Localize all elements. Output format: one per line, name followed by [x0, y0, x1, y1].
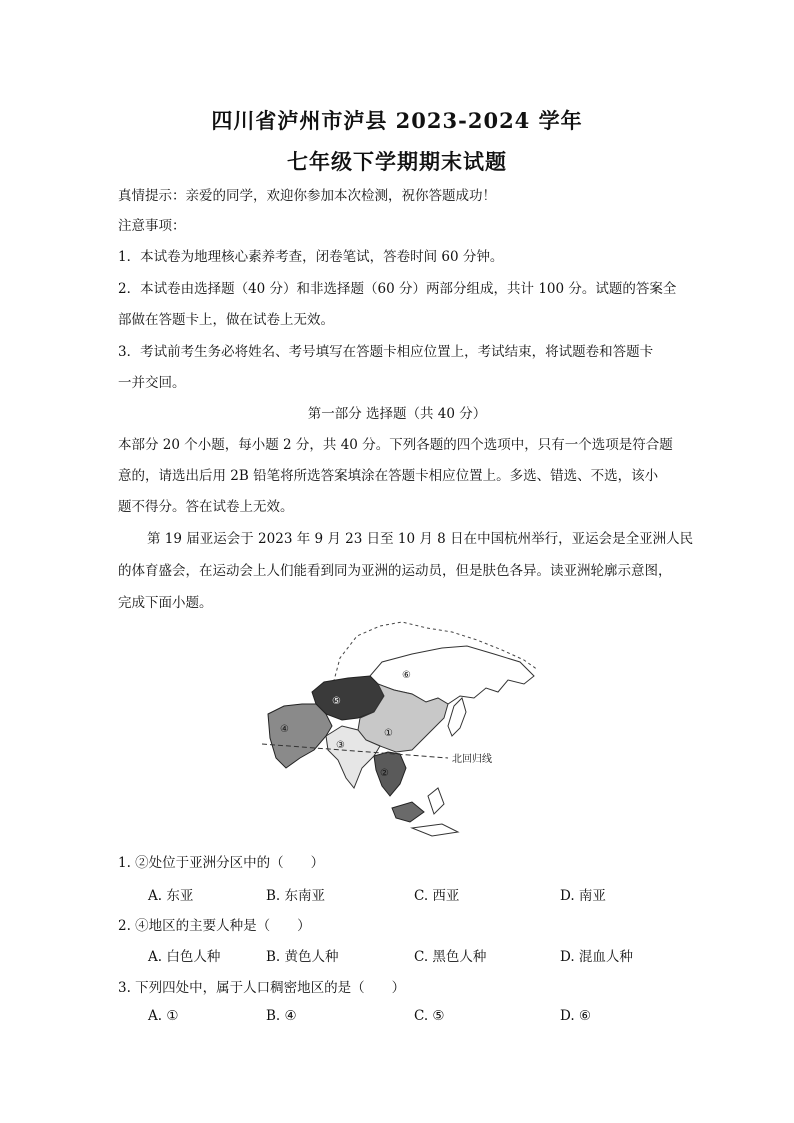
region-label-2: ② — [380, 768, 389, 779]
question-2-stem: 2. ④地区的主要人种是（ ） — [118, 918, 311, 934]
passage-line-1: 第 19 届亚运会于 2023 年 9 月 23 日至 10 月 8 日在中国杭州举行，亚运会是全亚洲人民 — [147, 531, 694, 547]
region-two-shape — [374, 752, 406, 796]
question-2-option-c[interactable]: C. 黑色人种 — [414, 949, 487, 965]
question-1-option-c[interactable]: C. 西亚 — [414, 888, 460, 904]
region-label-4: ④ — [280, 724, 289, 735]
question-1-option-d[interactable]: D. 南亚 — [560, 888, 606, 904]
japan-shape — [448, 698, 466, 736]
asia-outline-map — [262, 618, 544, 840]
note-1: 1．本试卷为地理核心素养考查，闭卷笔试，答卷时间 60 分钟。 — [118, 249, 504, 265]
note-3b: 一并交回。 — [118, 375, 186, 391]
question-3-option-b[interactable]: B. ④ — [266, 1008, 297, 1024]
island-shape — [412, 824, 458, 836]
greeting-text: 真情提示：亲爱的同学，欢迎你参加本次检测，祝你答题成功！ — [118, 188, 496, 204]
notes-heading: 注意事项： — [118, 218, 186, 234]
passage-line-3: 完成下面小题。 — [118, 595, 213, 611]
region-label-1: ① — [384, 728, 393, 739]
passage-line-2: 的体育盛会，在运动会上人们能看到同为亚洲的运动员，但是肤色各异。读亚洲轮廓示意图， — [118, 563, 672, 579]
region-label-3: ③ — [336, 740, 345, 751]
question-3-option-c[interactable]: C. ⑤ — [414, 1008, 445, 1024]
island-shape — [392, 802, 424, 822]
island-shape — [428, 788, 444, 814]
part1-heading: 第一部分 选择题（共 40 分） — [307, 406, 487, 422]
exam-title-line2: 七年级下学期期末试题 — [287, 149, 507, 174]
note-2a: 2．本试卷由选择题（40 分）和非选择题（60 分）两部分组成，共计 100 分。试题的答案全 — [118, 281, 677, 297]
question-3-stem: 3. 下列四处中，属于人口稠密地区的是（ ） — [118, 980, 406, 996]
question-3-option-a[interactable]: A. ① — [148, 1008, 179, 1024]
note-2b: 部做在答题卡上，做在试卷上无效。 — [118, 312, 334, 328]
question-1-option-b[interactable]: B. 东南亚 — [266, 888, 326, 904]
question-3-option-d[interactable]: D. ⑥ — [560, 1008, 592, 1024]
note-3a: 3．考试前考生务必将姓名、考号填写在答题卡相应位置上，考试结束，将试题卷和答题卡 — [118, 344, 654, 360]
question-1-option-a[interactable]: A. 东亚 — [148, 888, 194, 904]
region-label-6: ⑥ — [402, 670, 411, 681]
region-four-shape — [268, 704, 332, 768]
exam-title-line1: 四川省泸州市泸县 2023-2024 学年 — [211, 108, 583, 133]
question-2-option-d[interactable]: D. 混血人种 — [560, 949, 633, 965]
region-label-5: ⑤ — [332, 696, 341, 707]
tropic-label: 北回归线 — [452, 754, 492, 765]
question-1-stem: 1. ②处位于亚洲分区中的（ ） — [118, 855, 325, 871]
question-2-option-b[interactable]: B. 黄色人种 — [266, 949, 339, 965]
part1-desc-3: 题不得分。答在试卷上无效。 — [118, 499, 294, 515]
part1-desc-1: 本部分 20 个小题，每小题 2 分，共 40 分。下列各题的四个选项中，只有一个选项是符合题 — [118, 437, 673, 453]
part1-desc-2: 意的，请选出后用 2B 铅笔将所选答案填涂在答题卡相应位置上。多选、错选、不选，该小 — [118, 468, 659, 484]
question-2-option-a[interactable]: A. 白色人种 — [148, 949, 221, 965]
